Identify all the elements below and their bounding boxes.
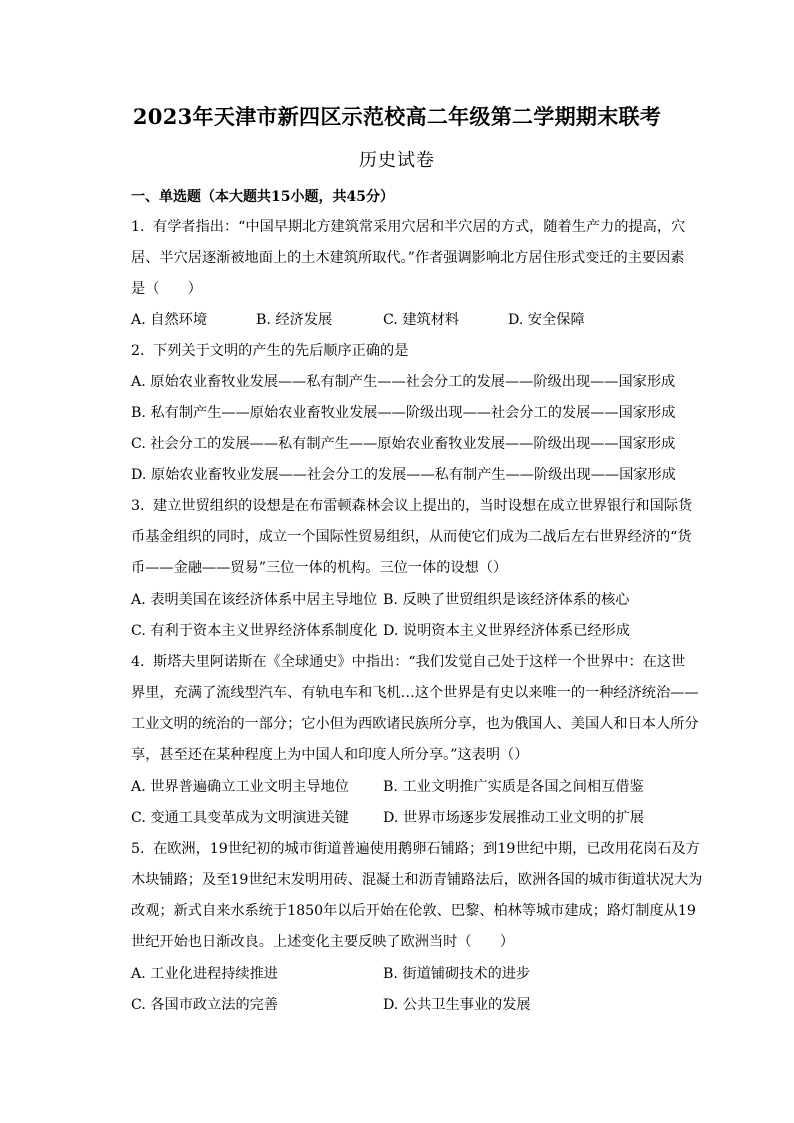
question-1-option-a: A. 自然环境 (131, 312, 208, 328)
question-2-option-d: D. 原始农业畜牧业发展——社会分工的发展——私有制产生——阶级出现——国家形成 (131, 467, 676, 483)
question-5-option-a: A. 工业化进程持续推进 (131, 966, 278, 982)
question-1-option-b: B. 经济发展 (256, 312, 333, 328)
question-4-option-b: B. 工业文明推广实质是各国之间相互借鉴 (383, 779, 644, 795)
question-5-line-3: 改观；新式自来水系统于1850年以后开始在伦敦、巴黎、柏林等城市建成；路灯制度从19 (131, 903, 696, 919)
question-4-option-d: D. 世界市场逐步发展推动工业文明的扩展 (383, 810, 645, 826)
question-4-line-2: 界里，充满了流线型汽车、有轨电车和飞机…这个世界是有史以来唯一的一种经济统治—— (131, 685, 699, 701)
question-5-option-c: C. 各国市政立法的完善 (131, 997, 279, 1013)
exam-title: 2023年天津市新四区示范校高二年级第二学期期末联考 (132, 104, 662, 129)
question-3-option-d: D. 说明资本主义世界经济体系已经形成 (383, 623, 630, 639)
question-1-option-c: C. 建筑材料 (383, 312, 460, 328)
question-3-line-1: 3. 建立世贸组织的设想是在布雷顿森林会议上提出的，当时设想在成立世界银行和国际货 (131, 498, 693, 514)
question-2-stem: 2. 下列关于文明的产生的先后顺序正确的是 (131, 343, 409, 359)
question-2-number: 2. (131, 343, 145, 359)
section-heading: 一、单选题（本大题共15小题，共45分） (131, 189, 394, 205)
question-3-option-b: B. 反映了世贸组织是该经济体系的核心 (383, 592, 630, 608)
question-3-number: 3. (131, 498, 145, 514)
question-5-option-b: B. 街道铺砌技术的进步 (383, 966, 531, 982)
question-5-line-1: 5. 在欧洲，19世纪初的城市街道普遍使用鹅卵石铺路；到19世纪中期，已改用花岗石及方 (131, 841, 700, 857)
question-1-option-d: D. 安全保障 (508, 312, 585, 328)
question-1-line-3: 是（ ） (131, 281, 202, 297)
question-1-number: 1. (131, 219, 145, 235)
question-5-number: 5. (131, 841, 145, 857)
question-4-number: 4. (131, 654, 145, 670)
question-2-option-b: B. 私有制产生——原始农业畜牧业发展——阶级出现——社会分工的发展——国家形成 (131, 405, 676, 421)
question-5-line-2: 木块铺路；及至19世纪末发明用砖、混凝土和沥青铺路法后，欧洲各国的城市街道状况大为 (131, 872, 703, 888)
question-4-line-3: 工业文明的统治的一部分；它小但为西欧诸民族所分享，也为俄国人、美国人和日本人所分 (131, 716, 699, 732)
question-3-option-c: C. 有利于资本主义世界经济体系制度化 (131, 623, 378, 639)
question-4-option-c: C. 变通工具变革成为文明演进关键 (131, 810, 349, 826)
question-3-option-a: A. 表明美国在该经济体系中居主导地位 (131, 592, 378, 608)
question-4-line-4: 享，甚至还在某种程度上为中国人和印度人所分享。”这表明（） (131, 747, 529, 763)
question-1-line-2: 居、半穴居逐渐被地面上的土木建筑所取代。”作者强调影响北方居住形式变迁的主要因素 (131, 250, 685, 266)
question-2-option-a: A. 原始农业畜牧业发展——私有制产生——社会分工的发展——阶级出现——国家形成 (131, 374, 676, 390)
question-3-line-2: 币基金组织的同时，成立一个国际性贸易组织，从而使它们成为二战后左右世界经济的“货 (131, 529, 692, 545)
question-2-option-c: C. 社会分工的发展——私有制产生——原始农业畜牧业发展——阶级出现——国家形成 (131, 436, 676, 452)
exam-subtitle: 历史试卷 (359, 150, 435, 171)
question-5-option-d: D. 公共卫生事业的发展 (383, 997, 531, 1013)
question-3-line-3: 币——金融——贸易”三位一体的机构。三位一体的设想（） (131, 560, 508, 576)
question-4-line-1: 4. 斯塔夫里阿诺斯在《全球通史》中指出：“我们发觉自己处于这样一个世界中：在这世 (131, 654, 686, 670)
question-4-option-a: A. 世界普遍确立工业文明主导地位 (131, 779, 349, 795)
question-1-line-1: 1. 有学者指出：“中国早期北方建筑常采用穴居和半穴居的方式，随着生产力的提高，穴 (131, 219, 686, 235)
question-5-line-4: 世纪开始也日渐改良。上述变化主要反映了欧洲当时（ ） (131, 934, 515, 950)
